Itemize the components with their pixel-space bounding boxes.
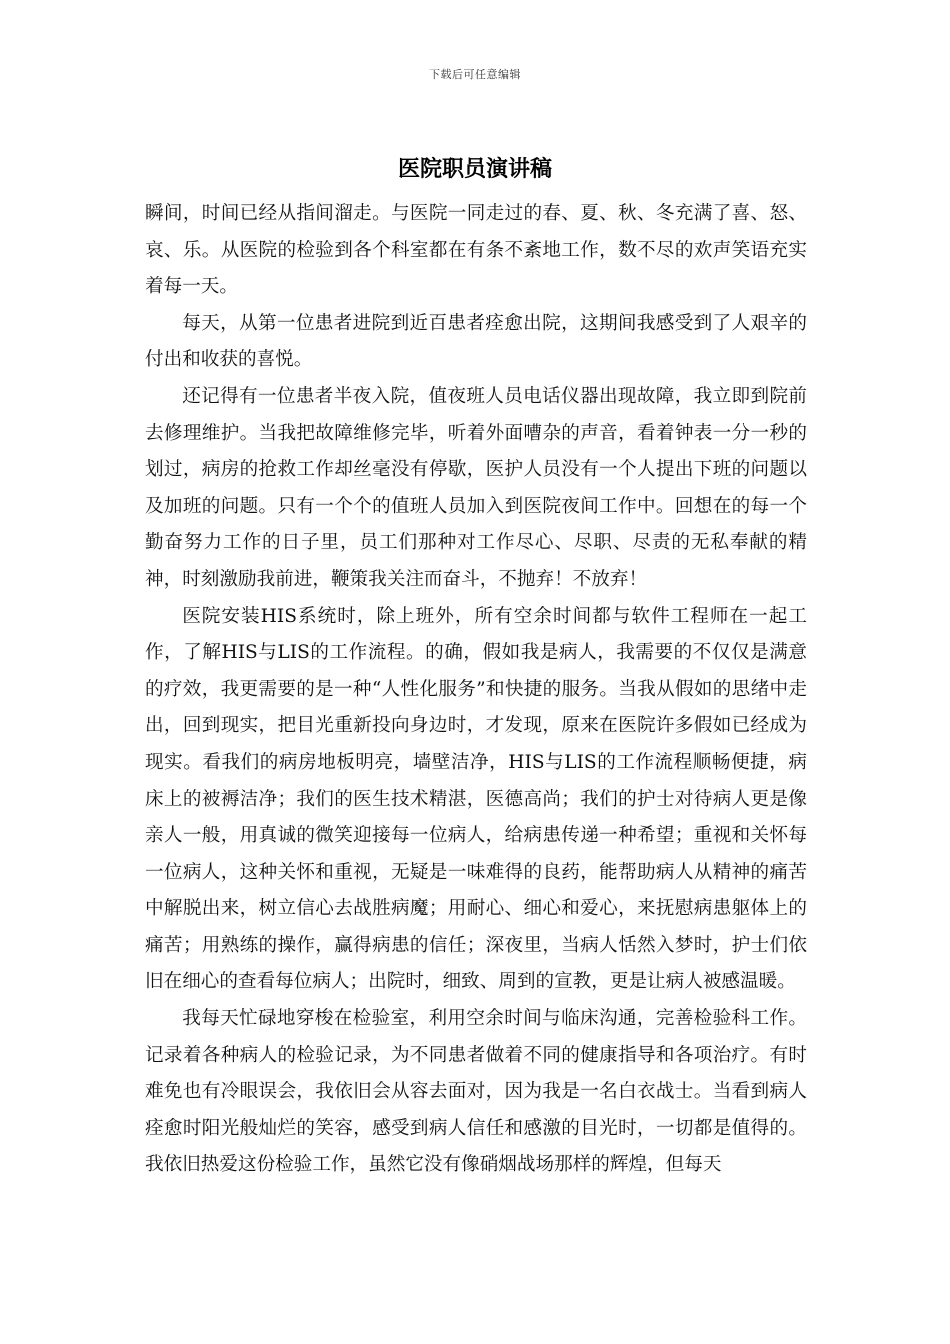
document-body bbox=[145, 196, 807, 1184]
paragraph-5: 我每天忙碌地穿梭在检验室，利用空余时间与临床沟通，完善检验科工作。记录着各种病人的检验记录，为不同患者做着不同的健康指导和各项治疗。有时难免也有冷眼误会，我依旧会从容去面对，因为我是一名白衣战士。当看到病人痊愈时阳光般灿烂的笑容，感受到病人信任和感激的目光时，一切都是值得的。我依旧热爱这份检验工作，虽然它没有像硝烟战场那样的辉煌，但每天 bbox=[145, 1008, 807, 1176]
paragraph-3: 还记得有一位患者半夜入院，值夜班人员电话仪器出现故障，我立即到院前去修理维护。当我把故障维修完毕，听着外面嘈杂的声音，看着钟表一分一秒的划过，病房的抢救工作却丝毫没有停歇，医护人员没有一个人提出下班的问题以及加班的问题。只有一个个的值班人员加入到医院夜间工作中。回想在的每一个勤奋努力工作的日子里，员工们那种对工作尽心、尽职、尽责的无私奉献的精神，时刻激励我前进，鞭策我关注而奋斗，不抛弃！不放弃！ bbox=[145, 385, 807, 590]
paragraph-2: 每天，从第一位患者进院到近百患者痊愈出院，这期间我感受到了人艰辛的付出和收获的喜悦。 bbox=[145, 312, 807, 371]
paragraph-4: 医院安装HIS系统时，除上班外，所有空余时间都与软件工程师在一起工作，了解HIS与LIS的工作流程。的确，假如我是病人，我需要的不仅仅是满意的疗效，我更需要的是一种“人性化服务”和快捷的服务。当我从假如的思绪中走出，回到现实，把目光重新投向身边时，才发现，原来在医院许多假如已经成为现实。看我们的病房地板明亮，墙壁洁净，HIS与LIS的工作流程顺畅便捷，病床上的被褥洁净；我们的医生技术精湛，医德高尚；我们的护士对待病人更是像亲人一般，用真诚的微笑迎接每一位病人，给病患传递一种希望；重视和关怀每一位病人，这种关怀和重视，无疑是一味难得的良药，能帮助病人从精神的痛苦中解脱出来，树立信心去战胜病魔；用耐心、细心和爱心，来抚慰病患躯体上的痛苦；用熟练的操作，赢得病患的信任；深夜里，当病人恬然入梦时，护士们依旧在细心的查看每位病人；出院时，细致、周到的宣教，更是让病人被感温暖。 bbox=[145, 605, 807, 993]
paragraph-1: 瞬间，时间已经从指间溜走。与医院一同走过的春、夏、秋、冬充满了喜、怒、哀、乐。从医院的检验到各个科室都在有条不紊地工作，数不尽的欢声笑语充实着每一天。 bbox=[145, 203, 807, 298]
header-note: 下载后可任意编辑 bbox=[429, 68, 521, 81]
page-title: 医院职员演讲稿 bbox=[397, 157, 552, 182]
